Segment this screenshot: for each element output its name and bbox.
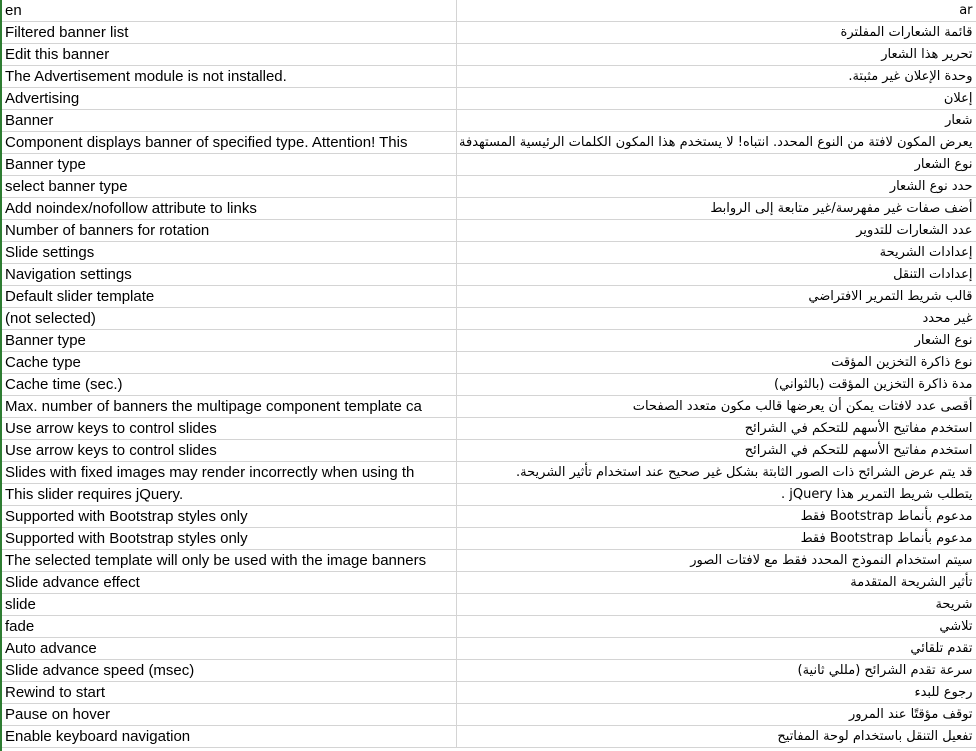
cell-en[interactable]: slide	[2, 594, 456, 616]
cell-en[interactable]: Navigation settings	[2, 264, 456, 286]
cell-ar[interactable]: قالب شريط التمرير الافتراضي	[456, 286, 976, 308]
cell-ar[interactable]: غير محدد	[456, 308, 976, 330]
cell-ar[interactable]: وحدة الإعلان غير مثبتة.	[456, 66, 976, 88]
cell-en[interactable]: en	[2, 0, 456, 22]
table-row	[2, 550, 976, 572]
cell-en[interactable]: (not selected)	[2, 308, 456, 330]
table-row	[2, 286, 976, 308]
table-row	[2, 330, 976, 352]
cell-ar[interactable]: مدة ذاكرة التخزين المؤقت (بالثواني)	[456, 374, 976, 396]
table-row	[2, 704, 976, 726]
cell-en[interactable]: The selected template will only be used with the image banners	[2, 550, 456, 572]
cell-en[interactable]: Supported with Bootstrap styles only	[2, 528, 456, 550]
cell-en[interactable]: fade	[2, 616, 456, 638]
cell-ar[interactable]: إعلان	[456, 88, 976, 110]
table-row	[2, 154, 976, 176]
cell-ar[interactable]: حدد نوع الشعار	[456, 176, 976, 198]
cell-en[interactable]: Max. number of banners the multipage component template ca	[2, 396, 456, 418]
table-row	[2, 44, 976, 66]
table-row	[2, 418, 976, 440]
table-row	[2, 22, 976, 44]
table-row	[2, 682, 976, 704]
cell-ar[interactable]: استخدم مفاتيح الأسهم للتحكم في الشرائح	[456, 440, 976, 462]
cell-ar[interactable]: قائمة الشعارات المفلترة	[456, 22, 976, 44]
cell-ar[interactable]: تحرير هذا الشعار	[456, 44, 976, 66]
cell-en[interactable]: Cache type	[2, 352, 456, 374]
cell-en[interactable]: Component displays banner of specified type. Attention! This	[2, 132, 456, 154]
cell-en[interactable]: Advertising	[2, 88, 456, 110]
table-row	[2, 308, 976, 330]
cell-en[interactable]: This slider requires jQuery.	[2, 484, 456, 506]
cell-en[interactable]: select banner type	[2, 176, 456, 198]
table-row	[2, 616, 976, 638]
cell-ar[interactable]: يتطلب شريط التمرير هذا jQuery .	[456, 484, 976, 506]
table-row	[2, 220, 976, 242]
table-row	[2, 528, 976, 550]
table-row	[2, 638, 976, 660]
cell-en[interactable]: Auto advance	[2, 638, 456, 660]
cell-en[interactable]: Banner type	[2, 330, 456, 352]
table-row	[2, 726, 976, 748]
cell-ar[interactable]: قد يتم عرض الشرائح ذات الصور الثابتة بشكل غير صحيح عند استخدام تأثير الشريحة.	[456, 462, 976, 484]
cell-en[interactable]: Edit this banner	[2, 44, 456, 66]
cell-en[interactable]: Slide advance effect	[2, 572, 456, 594]
cell-ar[interactable]: نوع الشعار	[456, 330, 976, 352]
cell-en[interactable]: Slides with fixed images may render incorrectly when using th	[2, 462, 456, 484]
table-row	[2, 572, 976, 594]
cell-ar[interactable]: سرعة تقدم الشرائح (مللي ثانية)	[456, 660, 976, 682]
table-row	[2, 198, 976, 220]
cell-ar[interactable]: يعرض المكون لافتة من النوع المحدد. انتباه! لا يستخدم هذا المكون الكلمات الرئيسية المستهدفة	[456, 132, 976, 154]
table-row	[2, 132, 976, 154]
table-row	[2, 506, 976, 528]
cell-ar[interactable]: تقدم تلقائي	[456, 638, 976, 660]
cell-ar[interactable]: إعدادات الشريحة	[456, 242, 976, 264]
table-row	[2, 396, 976, 418]
table-row	[2, 264, 976, 286]
cell-ar[interactable]: رجوع للبدء	[456, 682, 976, 704]
translation-table	[2, 0, 976, 748]
cell-ar[interactable]: إعدادات التنقل	[456, 264, 976, 286]
cell-en[interactable]: Use arrow keys to control slides	[2, 440, 456, 462]
cell-ar[interactable]: مدعوم بأنماط Bootstrap فقط	[456, 528, 976, 550]
cell-en[interactable]: Banner type	[2, 154, 456, 176]
table-row	[2, 242, 976, 264]
cell-en[interactable]: Supported with Bootstrap styles only	[2, 506, 456, 528]
cell-ar[interactable]: نوع ذاكرة التخزين المؤقت	[456, 352, 976, 374]
table-row	[2, 594, 976, 616]
cell-ar[interactable]: شعار	[456, 110, 976, 132]
cell-en[interactable]: The Advertisement module is not installed.	[2, 66, 456, 88]
table-row	[2, 440, 976, 462]
cell-en[interactable]: Pause on hover	[2, 704, 456, 726]
cell-ar[interactable]: مدعوم بأنماط Bootstrap فقط	[456, 506, 976, 528]
cell-ar[interactable]: تلاشي	[456, 616, 976, 638]
table-row	[2, 176, 976, 198]
cell-ar[interactable]: توقف مؤقتًا عند المرور	[456, 704, 976, 726]
cell-ar[interactable]: شريحة	[456, 594, 976, 616]
cell-ar[interactable]: عدد الشعارات للتدوير	[456, 220, 976, 242]
cell-ar[interactable]: تأثير الشريحة المتقدمة	[456, 572, 976, 594]
cell-en[interactable]: Enable keyboard navigation	[2, 726, 456, 748]
cell-en[interactable]: Number of banners for rotation	[2, 220, 456, 242]
cell-en[interactable]: Slide advance speed (msec)	[2, 660, 456, 682]
cell-en[interactable]: Slide settings	[2, 242, 456, 264]
cell-en[interactable]: Default slider template	[2, 286, 456, 308]
cell-ar[interactable]: تفعيل التنقل باستخدام لوحة المفاتيح	[456, 726, 976, 748]
cell-ar[interactable]: سيتم استخدام النموذج المحدد فقط مع لافتات الصور	[456, 550, 976, 572]
cell-ar[interactable]: ar	[456, 0, 976, 22]
table-row	[2, 110, 976, 132]
cell-ar[interactable]: نوع الشعار	[456, 154, 976, 176]
cell-en[interactable]: Cache time (sec.)	[2, 374, 456, 396]
cell-en[interactable]: Use arrow keys to control slides	[2, 418, 456, 440]
table-body	[2, 0, 976, 748]
cell-ar[interactable]: أقصى عدد لافتات يمكن أن يعرضها قالب مكون متعدد الصفحات	[456, 396, 976, 418]
table-row	[2, 0, 976, 22]
table-row	[2, 462, 976, 484]
table-row	[2, 352, 976, 374]
cell-ar[interactable]: استخدم مفاتيح الأسهم للتحكم في الشرائح	[456, 418, 976, 440]
table-row	[2, 484, 976, 506]
table-row	[2, 660, 976, 682]
table-row	[2, 374, 976, 396]
table-row	[2, 88, 976, 110]
cell-en[interactable]: Banner	[2, 110, 456, 132]
table-row	[2, 66, 976, 88]
cell-en[interactable]: Add noindex/nofollow attribute to links	[2, 198, 456, 220]
cell-ar[interactable]: أضف صفات غير مفهرسة/غير متابعة إلى الروابط	[456, 198, 976, 220]
cell-en[interactable]: Filtered banner list	[2, 22, 456, 44]
cell-en[interactable]: Rewind to start	[2, 682, 456, 704]
